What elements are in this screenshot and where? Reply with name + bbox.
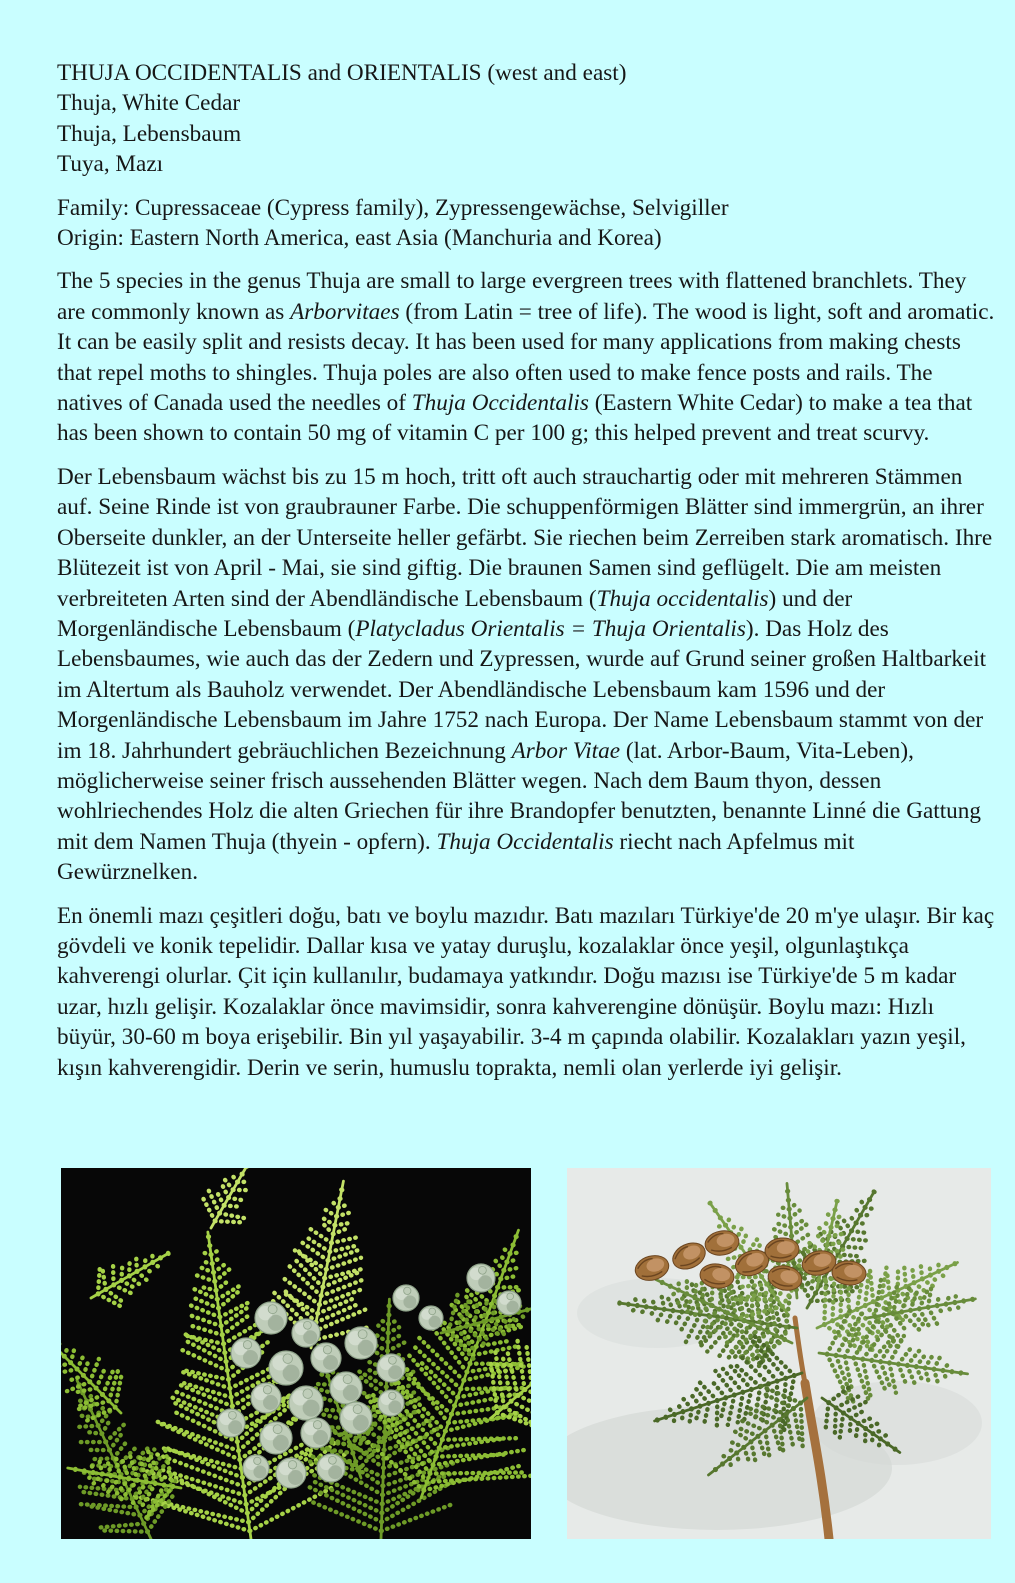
photo-thuja-pale-cones [61, 1168, 531, 1539]
origin-line: Origin: Eastern North America, east Asia (Manchuria and Korea) [57, 225, 662, 252]
family-line: Family: Cupressaceae (Cypress family), Zypressengewächse, Selvigiller [57, 194, 729, 221]
common-name-english: Thuja, White Cedar [57, 90, 241, 117]
photo-thuja-brown-cones [567, 1168, 991, 1539]
thuja-pale-cones-illustration [61, 1168, 531, 1539]
header-block [57, 58, 995, 180]
paragraph-german: Der Lebensbaum wächst bis zu 15 m hoch, tritt oft auch strauchartig oder mit mehreren Stämmen auf. Seine Rinde ist von graubrauner Farbe. Die schuppenförmigen Blätter sind immergrün, an ihrer Oberseite dunkler, an der Unterseite heller gefärbt. Sie riechen beim Zerreiben stark aromatisch. Ihre Blütezeit ist von April - Mai, sie sind giftig. Die braunen Samen sind geflügelt. Die am meisten verbreiteten Arten sind der Abendländische Lebensbaum (Thuja occidentalis) und der Morgenländische Lebensbaum (Platycladus Orientalis = Thuja Orientalis). Das Holz des Lebensbaumes, wie auch das der Zedern und Zypressen, wurde auf Grund seiner großen Haltbarkeit im Altertum als Bauholz verwendet. Der Abendländische Lebensbaum kam 1596 und der Morgenländische Lebensbaum im Jahre 1752 nach Europa. Der Name Lebensbaum stammt von der im 18. Jahrhundert gebräuchlichen Bezeichnung Arbor Vitae (lat. Arbor-Baum, Vita-Leben), möglicherweise seiner frisch aussehenden Blätter wegen. Nach dem Baum thyon, dessen wohlriechendes Holz die alten Griechen für ihre Brandopfer benutzten, benannte Linné die Gattung mit dem Namen Thuja (thyein - opfern). Thuja Occidentalis riecht nach Apfelmus mit Gewürznelken. [57, 463, 993, 886]
paragraph-english: The 5 species in the genus Thuja are small to large evergreen trees with flattened branchlets. They are commonly known as Arborvitaes (from Latin = tree of life). The wood is light, soft and aromatic. It can be easily split and resists decay. It has been used for many applications from making chests that repel moths to shingles. Thuja poles are also often used to make fence posts and rails. The natives of Canada used the needles of Thuja Occidentalis (Eastern White Cedar) to make a tea that has been shown to contain 50 mg of vitamin C per 100 g; this helped prevent and treat scurvy. [57, 268, 995, 447]
page-title: THUJA OCCIDENTALIS and ORIENTALIS (west and east) [57, 60, 627, 86]
text-column [57, 58, 995, 1096]
common-name-german: Thuja, Lebensbaum [57, 120, 242, 147]
paragraph-turkish: En önemli mazı çeşitleri doğu, batı ve boylu mazıdır. Batı mazıları Türkiye'de 20 m'ye ulaşır. Bir kaç gövdeli ve konik tepelidir. Dallar kısa ve yatay duruşlu, kozalaklar önce yeşil, olgunlaştıkça kahverengi olurlar. Çit için kullanılır, budamaya yatkındır. Doğu mazısı ise Türkiye'de 5 m kadar uzar, hızlı gelişir. Kozalaklar önce mavimsidir, sonra kahverengine dönüşür. Boylu mazı: Hızlı büyür, 30-60 m boya erişebilir. Bin yıl yaşayabilir. 3-4 m çapında olabilir. Kozalakları yazın yeşil, kışın kahverengidir. Derin ve serin, humuslu toprakta, nemli olan yerlerde iyi gelişir. [57, 902, 995, 1081]
thuja-brown-cones-illustration [567, 1168, 991, 1539]
common-name-turkish: Tuya, Mazı [57, 151, 164, 178]
facts-block [57, 193, 995, 254]
